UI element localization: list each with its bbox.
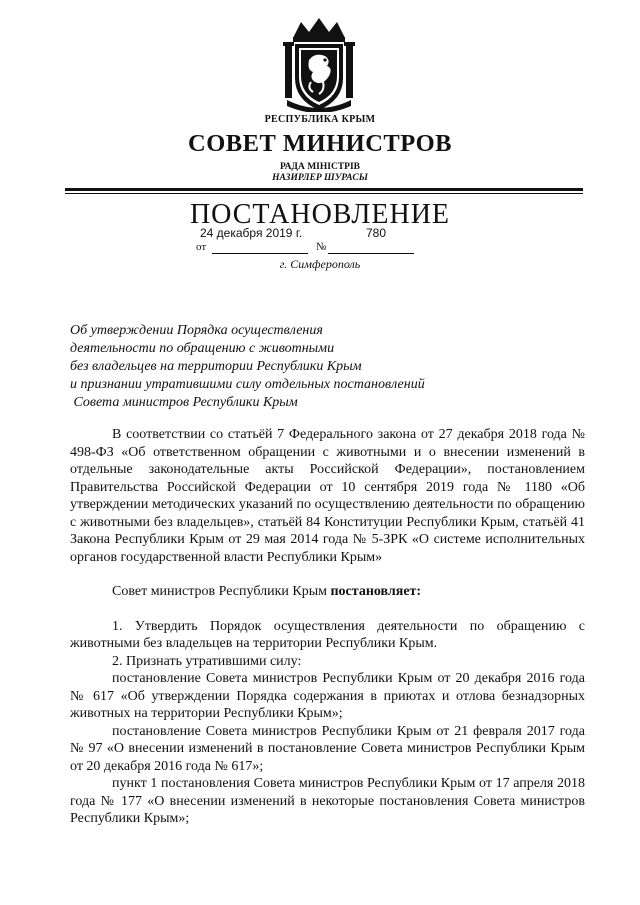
from-label: от [196,241,207,253]
city: г. Симферополь [279,257,361,271]
item-2-c: пункт 1 постановления Совета министров Республики Крым от 17 апреля 2018 года № 177 «О внесении изменений в некоторые постановления Совета министров Республики Крым»; [70,776,585,826]
crimea-coat-of-arms-icon [281,16,357,112]
decree-verb: постановляет: [330,584,422,599]
title-line: без владельцев на территории Республики Крым [70,359,362,374]
title-line: деятельности по обращению с животными [70,341,335,356]
document-title [70,322,490,412]
resolution-date: 24 декабря 2019 г. [200,226,303,240]
number-label: № [316,241,327,253]
item-2-a: постановление Совета министров Республики Крым от 20 декабря 2016 года № 617 «Об утверждении Порядка содержания в приютах и отлова безнадзорных животных на территории Республики Крым»; [70,671,585,721]
title-line: Об утверждении Порядка осуществления [70,323,323,338]
resolution-number: 780 [366,226,387,240]
council-name: СОВЕТ МИНИСТРОВ [188,130,452,157]
item-1: 1. Утвердить Порядок осуществления деятельности по обращению с животными без владельцев на территории Республики Крым. [70,618,585,651]
republic-name: РЕСПУБЛИКА КРЫМ [264,114,376,125]
preamble-paragraph: В соответствии со статьёй 7 Федерального закона от 27 декабря 2018 года № 498-ФЗ «Об ответственном обращении с животными и о внесении изменений в отдельные законодательные акты Российской Федерации», постановлением Правительства Российской Федерации от 10 сентября 2019 года № 1180 «Об утверждении методических указаний по осуществлению деятельности по обращению с животными без владельцев», статьёй 84 Конституции Республики Крым, статьёй 41 Закона Республики Крым от 29 мая 2014 года № 5-ЗРК «О системе исполнительных органов государственной власти Республики Крым» [70,427,585,565]
decree-lead: Совет министров Республики Крым [112,584,331,599]
council-name-crimean-tatar: НАЗИРЛЕР ШУРАСЫ [272,173,368,183]
item-2-b: постановление Совета министров Республики Крым от 21 февраля 2017 года № 97 «О внесении изменений в постановление Совета министров Республики Крым от 20 декабря 2016 года № 617»; [70,723,585,774]
title-line: Совета министров Республики Крым [70,395,298,410]
header-divider-thin [65,193,583,194]
decree-paragraph [70,583,585,601]
council-name-ukrainian: РАДА МІНІСТРІВ [279,162,360,172]
document-body [70,426,585,828]
item-2: 2. Признать утратившими силу: [112,653,302,669]
header-divider-thick [65,188,583,191]
number-blank-line [328,253,414,254]
title-line: и признании утратившими силу отдельных постановлений [70,377,425,392]
document-type-heading: ПОСТАНОВЛЕНИЕ [189,199,451,230]
date-blank-line [212,253,308,254]
